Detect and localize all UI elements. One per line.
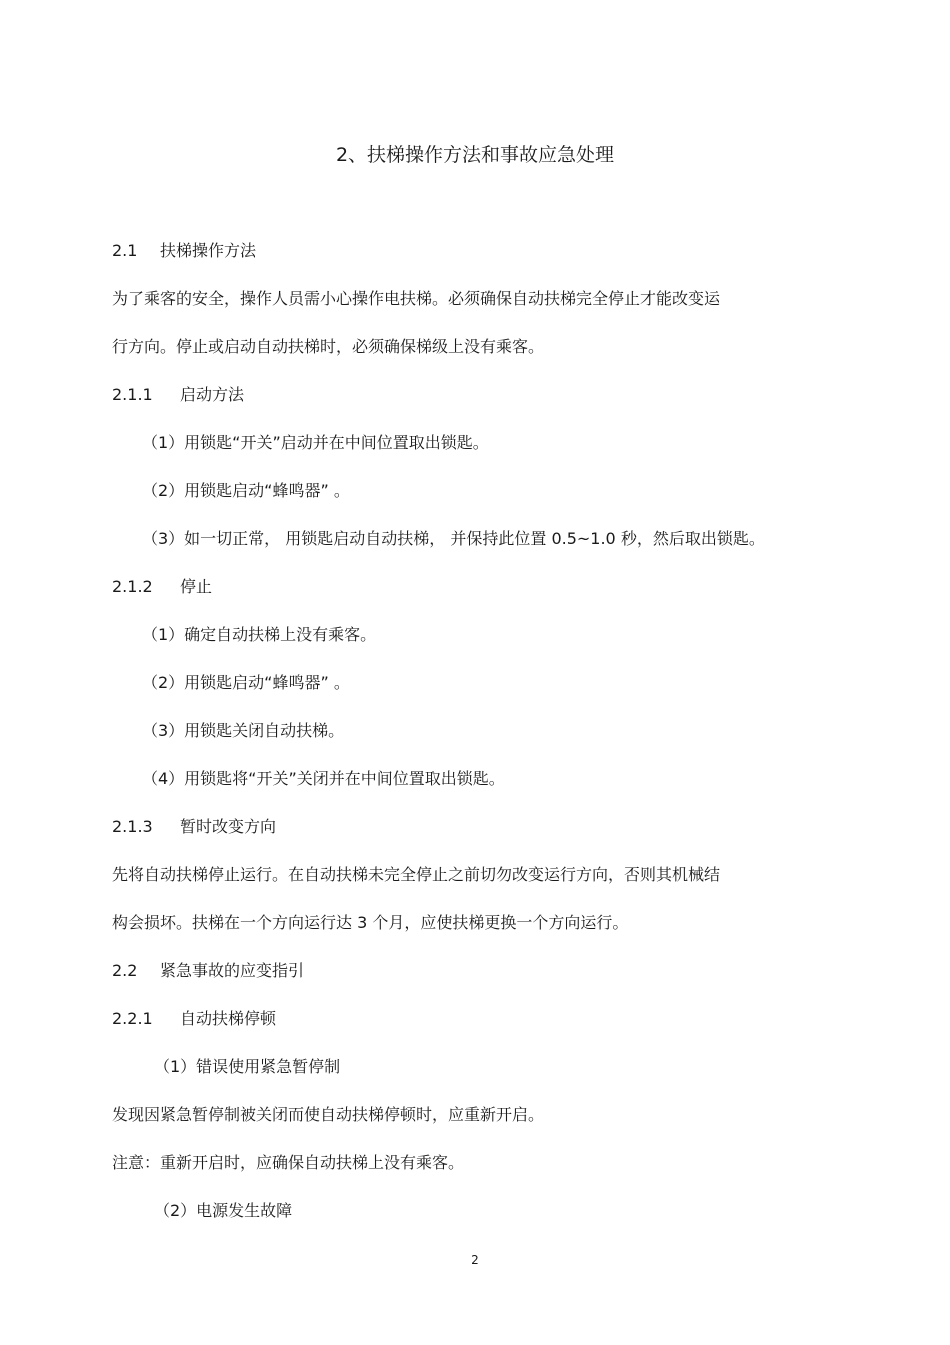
section-title: 扶梯操作方法	[160, 241, 257, 260]
document-title: 2、扶梯操作方法和事故应急处理	[335, 144, 615, 166]
list-item: （4）用锁匙将“开关”关闭并在中间位置取出锁匙。	[142, 769, 505, 788]
section-title: 暂时改变方向	[180, 817, 277, 836]
paragraph-line: 先将自动扶梯停止运行。在自动扶梯未完全停止之前切勿改变运行方向，否则其机械结	[112, 865, 721, 884]
section-title: 启动方法	[180, 385, 245, 404]
section-heading-2-1-2	[112, 576, 212, 598]
section-number: 2.1	[112, 241, 138, 260]
list-item: （1）错误使用紧急暂停制	[154, 1057, 341, 1076]
section-title: 自动扶梯停顿	[180, 1009, 277, 1028]
section-title: 停止	[180, 577, 213, 596]
section-heading-2-1	[112, 240, 256, 262]
list-item: （3）用锁匙关闭自动扶梯。	[142, 721, 345, 740]
paragraph-line: 行方向。停止或启动自动扶梯时，必须确保梯级上没有乘客。	[112, 337, 545, 356]
list-item: （2）用锁匙启动“蜂鸣器” 。	[142, 481, 350, 500]
section-heading-2-1-3	[112, 816, 276, 838]
note-line: 注意：重新开启时，应确保自动扶梯上没有乘客。	[112, 1153, 465, 1172]
list-item: （2）电源发生故障	[154, 1201, 293, 1220]
section-title: 紧急事故的应变指引	[160, 961, 305, 980]
paragraph-line: 为了乘客的安全，操作人员需小心操作电扶梯。必须确保自动扶梯完全停止才能改变运	[112, 289, 721, 308]
list-item: （1）用锁匙“开关”启动并在中间位置取出锁匙。	[142, 433, 489, 452]
section-heading-2-2-1	[112, 1008, 276, 1030]
paragraph-line: 构会损坏。扶梯在一个方向运行达 3 个月，应使扶梯更换一个方向运行。	[112, 913, 629, 932]
section-number: 2.2.1	[112, 1009, 153, 1028]
paragraph-line: 发现因紧急暂停制被关闭而使自动扶梯停顿时，应重新开启。	[112, 1105, 545, 1124]
list-item: （3）如一切正常， 用锁匙启动自动扶梯， 并保持此位置 0.5~1.0 秒，然后取出锁匙。	[142, 529, 765, 548]
section-number: 2.2	[112, 961, 138, 980]
section-heading-2-2	[112, 960, 304, 982]
list-item: （2）用锁匙启动“蜂鸣器” 。	[142, 673, 350, 692]
section-number: 2.1.3	[112, 817, 153, 836]
section-heading-2-1-1	[112, 384, 244, 406]
section-number: 2.1.2	[112, 577, 153, 596]
list-item: （1）确定自动扶梯上没有乘客。	[142, 625, 377, 644]
page-number: 2	[471, 1253, 479, 1267]
section-number: 2.1.1	[112, 385, 153, 404]
